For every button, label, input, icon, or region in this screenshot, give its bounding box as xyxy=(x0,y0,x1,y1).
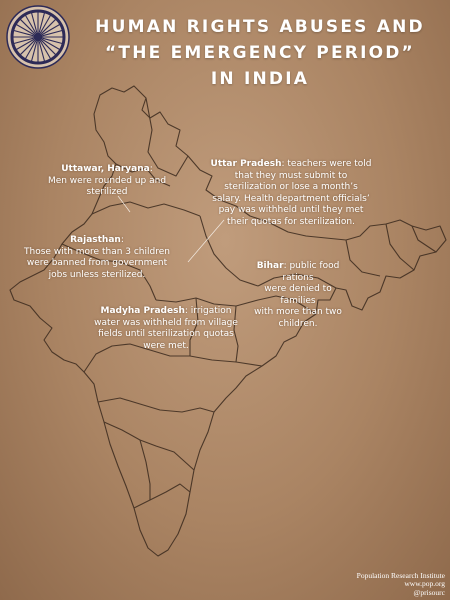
note-haryana: Uttawar, Haryana: Men were rounded up and sterilized xyxy=(42,164,172,199)
note-mp-line: fields until sterilization quotas xyxy=(98,329,234,339)
note-up-line: their quotas for sterilization. xyxy=(227,216,355,227)
state-border xyxy=(134,484,190,508)
ashoka-chakra-icon xyxy=(5,4,71,70)
note-mp-line: water was withheld from village xyxy=(94,317,238,328)
credit-org: Population Research Institute xyxy=(356,570,445,580)
note-mp-line: were met. xyxy=(143,340,189,351)
note-haryana-region: Uttawar, Haryana xyxy=(61,164,150,174)
note-up-line: sterilization or lose a month’s xyxy=(224,182,358,192)
state-border xyxy=(104,422,194,470)
note-bihar-region: Bihar xyxy=(256,261,284,271)
credits xyxy=(357,572,445,598)
note-bihar-line: children. xyxy=(278,318,318,329)
note-haryana-line: Men were rounded up and xyxy=(47,175,167,186)
note-up-line: : teachers were told xyxy=(281,159,372,169)
state-border xyxy=(386,224,414,270)
note-bihar xyxy=(250,261,346,330)
note-up-line: that they must submit to xyxy=(234,170,348,181)
title-line-2: “THE EMERGENCY PERIOD” xyxy=(105,43,415,63)
state-border xyxy=(140,440,150,500)
note-haryana-line: sterilized xyxy=(86,187,128,197)
note-mp-line: : irrigation xyxy=(184,306,232,316)
title-line-3: IN INDIA xyxy=(210,69,310,89)
note-bihar-line: were denied to families xyxy=(264,284,332,306)
credit-handle: @prisourc xyxy=(413,587,445,597)
credit-site: www.pop.org xyxy=(404,579,445,588)
note-rajasthan-line: were banned from government xyxy=(26,258,168,268)
note-up-line: pay was withheld until they met xyxy=(218,205,364,215)
note-mp-region: Madyha Pradesh xyxy=(100,306,185,316)
note-up-line: salary. Health department officials’ xyxy=(212,193,370,204)
note-rajasthan: Rajasthan: Those with more than 3 children were banned from government jobs unless sterilized. xyxy=(22,235,172,281)
note-rajasthan-region: Rajasthan xyxy=(70,235,121,245)
note-rajasthan-line: jobs unless sterilized. xyxy=(48,269,146,280)
note-up-region: Uttar Pradesh xyxy=(210,159,282,169)
note-bihar-line: with more than two xyxy=(254,307,342,317)
state-border xyxy=(98,398,214,412)
state-border xyxy=(92,202,200,216)
note-uttar-pradesh xyxy=(205,159,377,228)
title-line-1: HUMAN RIGHTS ABUSES AND xyxy=(95,17,425,37)
note-rajasthan-line: Those with more than 3 children xyxy=(24,246,170,257)
note-bihar-line: : public food rations xyxy=(282,261,340,283)
note-madhya-pradesh xyxy=(94,306,238,352)
state-border xyxy=(346,240,380,276)
